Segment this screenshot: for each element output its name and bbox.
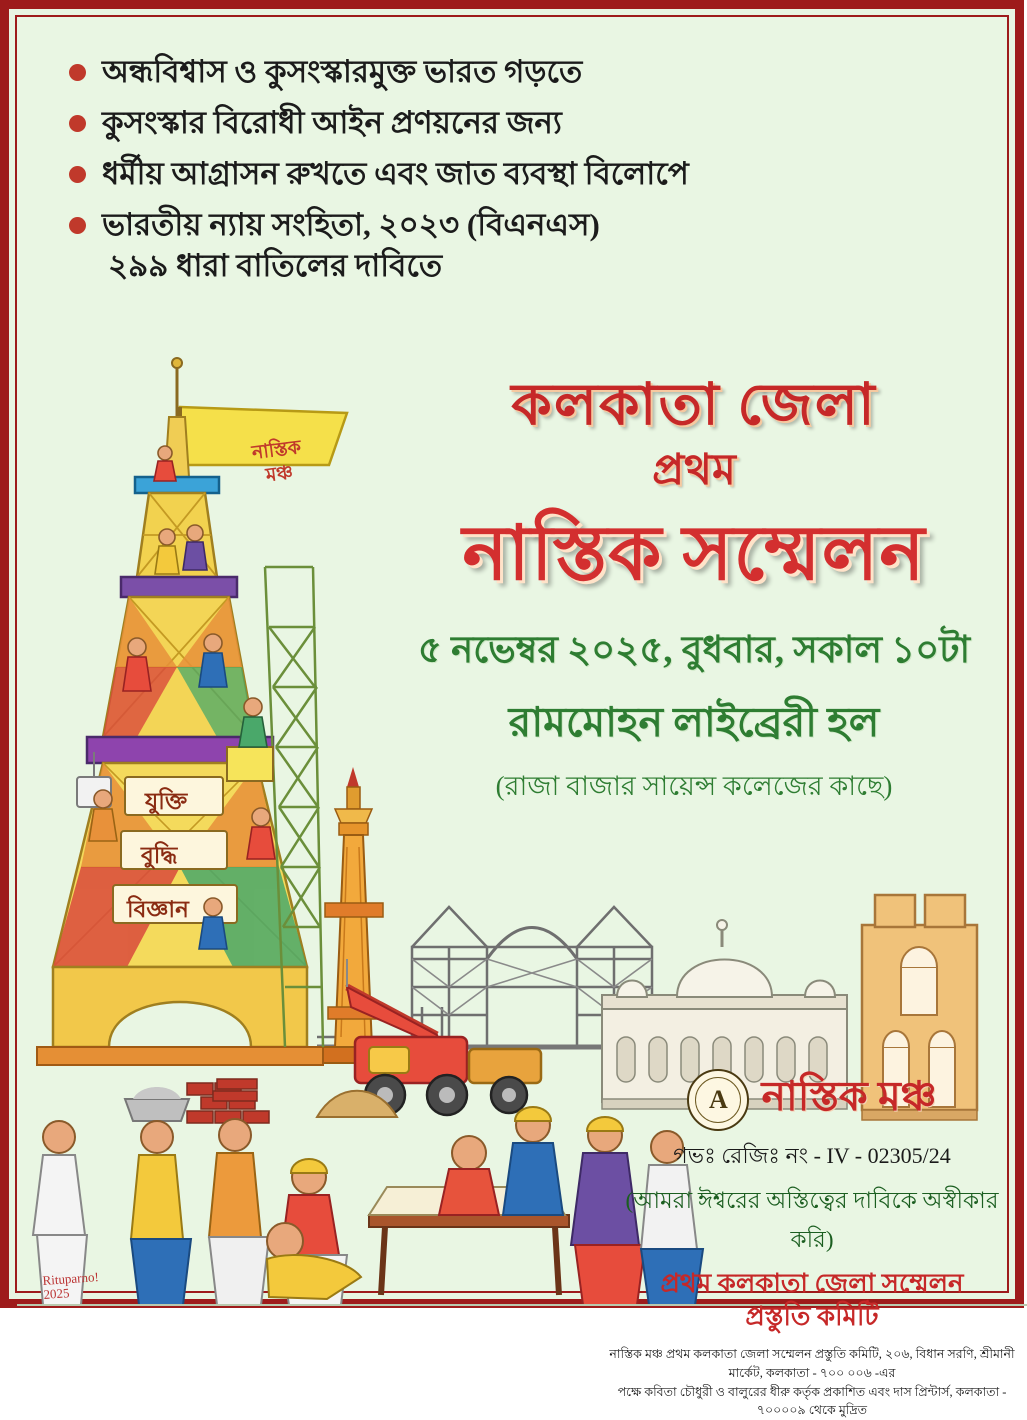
list-item: [69, 153, 977, 195]
artist-signature-line1: Rituparno!: [42, 1269, 100, 1289]
tower-word-jukti: যুক্তি: [145, 789, 188, 814]
bullet-icon: [69, 166, 86, 183]
bullet-icon: [69, 64, 86, 81]
organiser-header: [607, 1065, 1017, 1134]
flag-text-line2: মঞ্চ: [264, 462, 295, 487]
page-title-district: কলকাতা জেলা: [511, 372, 877, 437]
tower-word-buddhi: বুদ্ধি: [141, 843, 178, 868]
event-venue: রামমোহন লাইব্রেরী হল: [508, 699, 880, 746]
artist-signature-line2: 2025: [42, 1285, 70, 1303]
event-venue-note: (রাজা বাজার সায়েন্স কলেজের কাছে): [495, 771, 893, 802]
organiser-block: [607, 1065, 1017, 1420]
list-item: [69, 204, 977, 288]
tower-word-bigyan: বিজ্ঞান: [127, 897, 189, 922]
registration-number: গভঃ রেজিঃ নং - IV - 02305/24: [673, 1143, 951, 1168]
committee-line1: প্রথম কলকাতা জেলা সম্মেলন: [660, 1269, 964, 1298]
demand-text: ধর্মীয় আগ্রাসন রুখতে এবং জাত ব্যবস্থা বিলোপে: [102, 155, 689, 191]
organisation-slogan: (আমরা ঈশ্বরের অস্তিত্বের দাবিকে অস্বীকার করি): [625, 1188, 999, 1252]
fineprint-line1: নাস্তিক মঞ্চ প্রথম কলকাতা জেলা সম্মেলন প্রস্তুতি কমিটি, ২০৬, বিধান সরণি, শ্রীমানী মার্কেট, কলকাতা - ৭০০ ০০৬ -এর: [609, 1347, 1015, 1380]
flag-text-line1: নাস্তিক: [250, 437, 303, 465]
list-item: [69, 102, 977, 144]
page-title-ordinal: প্রথম: [652, 446, 736, 494]
poster-inner-frame: [15, 15, 1015, 1418]
organisation-seal-icon: [687, 1069, 749, 1131]
imprint-fineprint: [607, 1345, 1017, 1420]
fineprint-line2: পক্ষে কবিতা চৌধুরী ও বালুরের ধীরু কর্তৃক প্রকাশিত এবং দাস প্রিন্টার্স, কলকাতা - ৭০০০০৯ থেকে মুদ্রিত: [617, 1384, 1007, 1418]
page-title: নাস্তিক সম্মেলন: [462, 511, 926, 596]
bullet-icon: [69, 115, 86, 132]
organisation-name: নাস্তিক মঞ্চ: [761, 1073, 937, 1119]
headline-block: [369, 372, 1019, 811]
committee-name: [607, 1268, 1017, 1333]
demand-text: ভারতীয় ন্যায় সংহিতা, ২০২৩ (বিএনএস): [102, 206, 600, 242]
event-datetime: ৫ নভেম্বর ২০২৫, বুধবার, সকাল ১০টা: [417, 630, 971, 672]
bullet-icon: [69, 217, 86, 234]
seal-letter: A: [709, 1084, 728, 1114]
artist-signature: [42, 1270, 100, 1302]
demand-text: কুসংস্কার বিরোধী আইন প্রণয়নের জন্য: [102, 104, 562, 140]
list-item: [69, 51, 977, 93]
demand-text-continuation: ২৯৯ ধারা বাতিলের দাবিতে: [108, 248, 443, 284]
demand-text: অন্ধবিশ্বাস ও কুসংস্কারমুক্ত ভারত গড়তে: [102, 54, 583, 89]
demands-list: [69, 51, 977, 296]
committee-line2: প্রস্তুতি কমিটি: [745, 1301, 879, 1331]
